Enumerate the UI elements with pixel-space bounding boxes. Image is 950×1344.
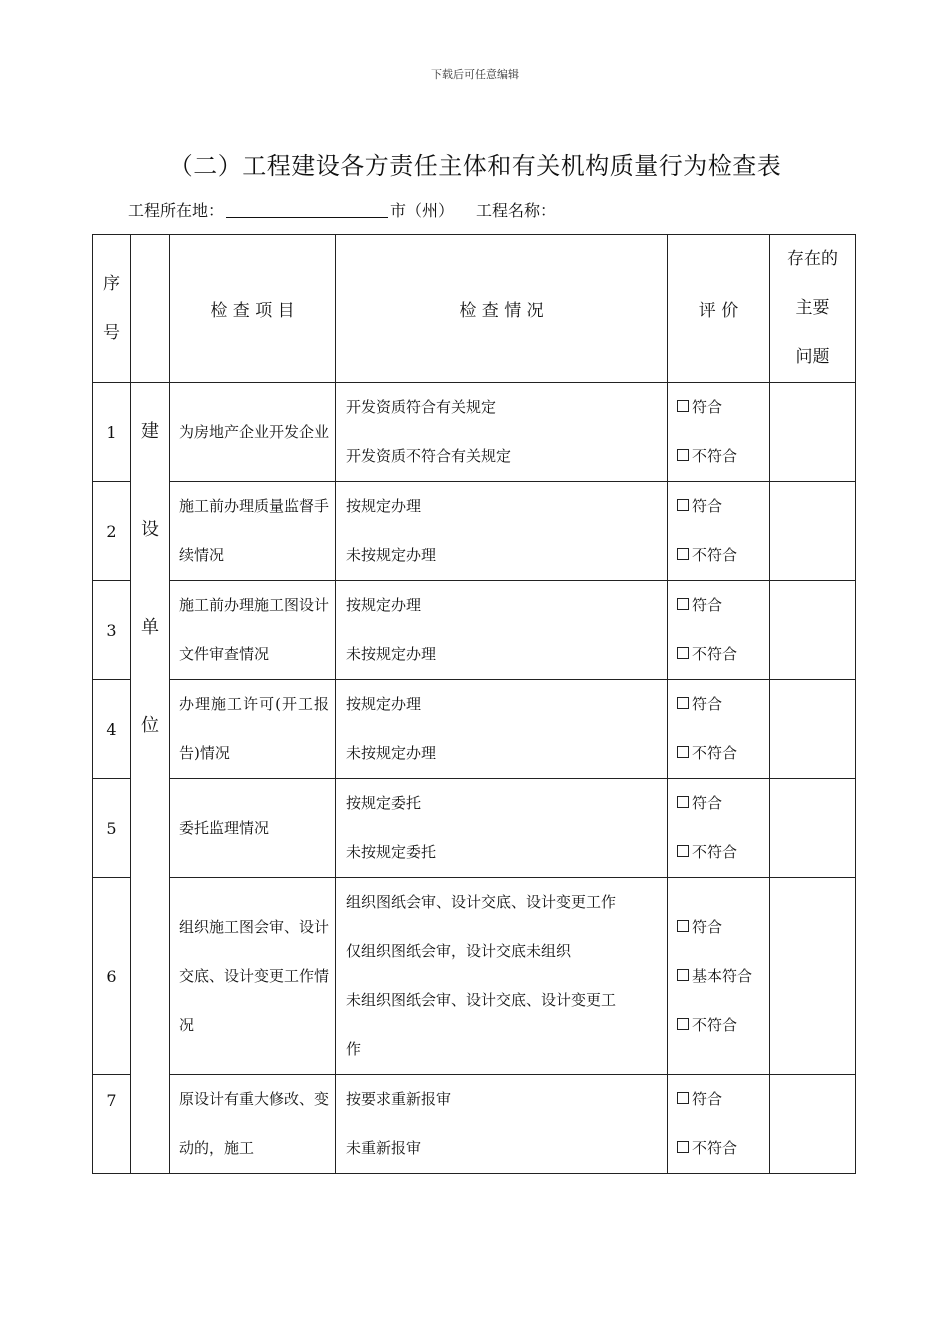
evaluation-cell xyxy=(668,680,770,779)
header-evaluation: 评 价 xyxy=(668,235,770,383)
item-cell: 施工前办理质量监督手续情况 xyxy=(170,482,336,581)
situation-cell: 组织图纸会审、设计交底、设计变更工作 仅组织图纸会审，设计交底未组织 未组织图纸会审、设计交底、设计变更工 作 xyxy=(336,878,668,1075)
header-unit xyxy=(131,235,170,383)
checkbox-icon[interactable] xyxy=(677,1018,689,1030)
header-issues: 存在的 主要 问题 xyxy=(770,235,856,383)
evaluation-cell xyxy=(668,581,770,680)
table-row xyxy=(93,383,856,482)
eval-option[interactable]: 符合 xyxy=(677,779,769,828)
table-row xyxy=(93,1075,856,1174)
row-number: 4 xyxy=(93,680,131,779)
header-row xyxy=(93,235,856,383)
eval-option[interactable]: 不符合 xyxy=(677,828,769,877)
row-number: 5 xyxy=(93,779,131,878)
table-row xyxy=(93,581,856,680)
eval-option[interactable]: 不符合 xyxy=(677,531,769,580)
issues-cell[interactable] xyxy=(770,680,856,779)
project-meta xyxy=(128,198,556,221)
eval-option[interactable]: 符合 xyxy=(677,482,769,531)
eval-option[interactable]: 符合 xyxy=(677,581,769,630)
item-cell: 组织施工图会审、设计交底、设计变更工作情况 xyxy=(170,878,336,1075)
eval-option[interactable]: 符合 xyxy=(677,680,769,729)
item-cell: 委托监理情况 xyxy=(170,779,336,878)
situation-cell: 按规定办理 未按规定办理 xyxy=(336,482,668,581)
page-title: （二）工程建设各方责任主体和有关机构质量行为检查表 xyxy=(168,152,782,180)
checkbox-icon[interactable] xyxy=(677,1141,689,1153)
checkbox-icon[interactable] xyxy=(677,499,689,511)
checkbox-icon[interactable] xyxy=(677,449,689,461)
situation-cell: 开发资质符合有关规定 开发资质不符合有关规定 xyxy=(336,383,668,482)
issues-cell[interactable] xyxy=(770,878,856,1075)
item-cell: 为房地产企业开发企业 xyxy=(170,383,336,482)
table-row xyxy=(93,680,856,779)
checkbox-icon[interactable] xyxy=(677,697,689,709)
header-seq: 序 号 xyxy=(93,235,131,383)
checkbox-icon[interactable] xyxy=(677,746,689,758)
eval-option[interactable]: 不符合 xyxy=(677,1001,769,1050)
top-note: 下载后可任意编辑 xyxy=(431,68,519,81)
table-row xyxy=(93,482,856,581)
eval-option[interactable]: 不符合 xyxy=(677,729,769,778)
evaluation-cell xyxy=(668,1075,770,1174)
checkbox-icon[interactable] xyxy=(677,647,689,659)
checkbox-icon[interactable] xyxy=(677,969,689,981)
eval-option[interactable]: 不符合 xyxy=(677,432,769,481)
issues-cell[interactable] xyxy=(770,779,856,878)
situation-cell: 按要求重新报审 未重新报审 xyxy=(336,1075,668,1174)
row-number: 3 xyxy=(93,581,131,680)
row-number: 6 xyxy=(93,878,131,1075)
eval-option[interactable]: 符合 xyxy=(677,1075,769,1124)
item-cell: 施工前办理施工图设计文件审查情况 xyxy=(170,581,336,680)
situation-cell: 按规定委托 未按规定委托 xyxy=(336,779,668,878)
checkbox-icon[interactable] xyxy=(677,845,689,857)
header-situation: 检 查 情 况 xyxy=(336,235,668,383)
situation-cell: 按规定办理 未按规定办理 xyxy=(336,581,668,680)
checkbox-icon[interactable] xyxy=(677,400,689,412)
checkbox-icon[interactable] xyxy=(677,920,689,932)
inspection-table xyxy=(92,234,856,1174)
table-row xyxy=(93,779,856,878)
evaluation-cell xyxy=(668,383,770,482)
issues-cell[interactable] xyxy=(770,383,856,482)
issues-cell[interactable] xyxy=(770,482,856,581)
item-cell: 办理施工许可(开工报告)情况 xyxy=(170,680,336,779)
eval-option[interactable]: 不符合 xyxy=(677,630,769,679)
unit-cell: 建 设 单 位 xyxy=(131,383,170,1174)
row-number: 7 xyxy=(93,1075,131,1174)
evaluation-cell xyxy=(668,878,770,1075)
table-row xyxy=(93,878,856,1075)
city-label: 市（州） xyxy=(390,201,455,220)
issues-cell[interactable] xyxy=(770,1075,856,1174)
checkbox-icon[interactable] xyxy=(677,796,689,808)
location-field[interactable] xyxy=(226,201,388,218)
evaluation-cell xyxy=(668,779,770,878)
item-cell: 原设计有重大修改、变动的，施工 xyxy=(170,1075,336,1174)
issues-cell[interactable] xyxy=(770,581,856,680)
eval-option[interactable]: 符合 xyxy=(677,903,769,952)
checkbox-icon[interactable] xyxy=(677,548,689,560)
evaluation-cell xyxy=(668,482,770,581)
row-number: 1 xyxy=(93,383,131,482)
eval-option[interactable]: 符合 xyxy=(677,383,769,432)
situation-cell: 按规定办理 未按规定办理 xyxy=(336,680,668,779)
row-number: 2 xyxy=(93,482,131,581)
location-label: 工程所在地： xyxy=(128,201,225,220)
header-item: 检 查 项 目 xyxy=(170,235,336,383)
project-name-label: 工程名称： xyxy=(476,201,557,220)
checkbox-icon[interactable] xyxy=(677,598,689,610)
eval-option[interactable]: 基本符合 xyxy=(677,952,769,1001)
eval-option[interactable]: 不符合 xyxy=(677,1124,769,1173)
checkbox-icon[interactable] xyxy=(677,1092,689,1104)
